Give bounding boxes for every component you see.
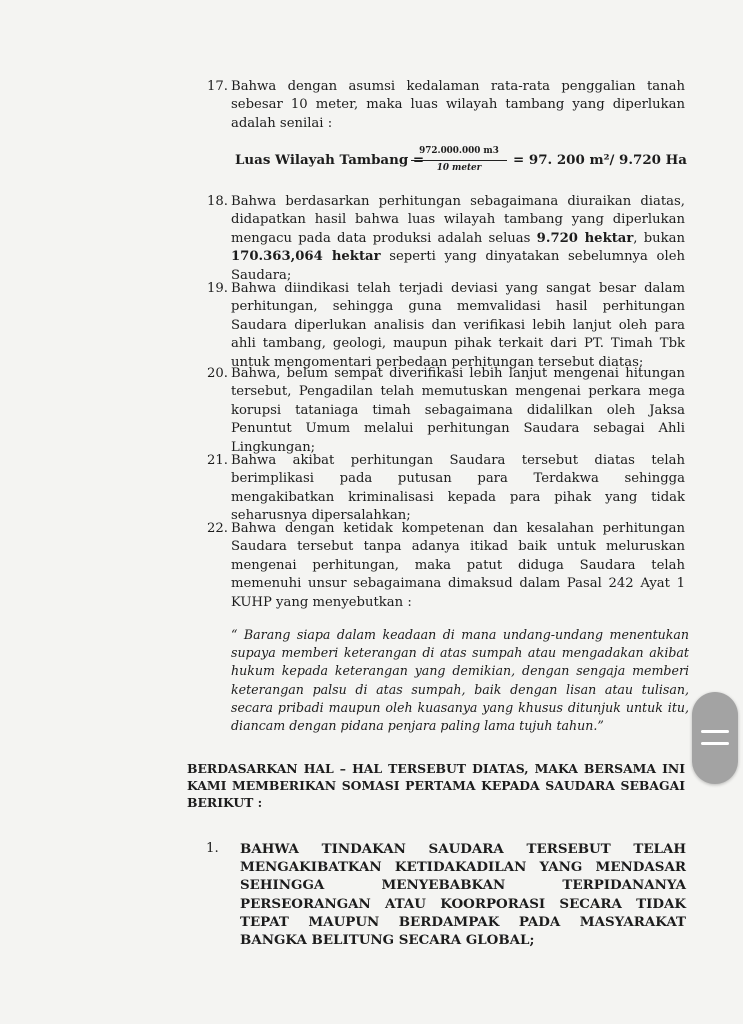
- item-number: 17.: [207, 79, 228, 94]
- item-number: 22.: [207, 521, 228, 536]
- scroll-handle[interactable]: [692, 692, 738, 784]
- bold-area-claimed: 170.363,064 hektar: [231, 249, 381, 265]
- menu-lines-icon: [701, 730, 729, 733]
- item-number: 21.: [207, 453, 228, 468]
- formula-denominator: 10 meter: [436, 163, 482, 173]
- item-text: Bahwa dengan ketidak kompetenan dan kesalahan perhitungan Saudara tersebut tanpa adanya itikad baik untuk meluruskan mengenai perhitungan, maka patut diduga Saudara telah memenuhi unsur sebagaimana dimaksud dalam Pasal 242 Ayat 1 KUHP yang menyebutkan :: [231, 521, 685, 610]
- item-text: Bahwa dengan asumsi kedalaman rata-rata penggalian tanah sebesar 10 meter, maka luas wilayah tambang yang diperlukan adalah senilai :: [231, 79, 685, 131]
- item-number: 20.: [207, 366, 228, 381]
- item-text-part: , bukan: [633, 230, 685, 246]
- bold-area-correct: 9.720 hektar: [536, 230, 634, 246]
- fraction-bar: [411, 160, 507, 161]
- demand-number: 1.: [206, 841, 219, 856]
- item-number: 19.: [207, 281, 228, 296]
- menu-lines-icon: [701, 742, 729, 745]
- kuhp-quote: “ Barang siapa dalam keadaan di mana undang-undang menentukan supaya memberi keterangan di atas sumpah atau mengadakan akibat hukum kepada keterangan yang demikian, dengan sengaja memberi keterangan palsu di atas sumpah, baik dengan lisan atau tulisan, secara pribadi maupun oleh kuasanya yang khusus ditunjuk untuk itu, diancam dengan pidana penjara paling lama tujuh tahun.”: [231, 627, 689, 734]
- item-text: Bahwa diindikasi telah terjadi deviasi yang sangat besar dalam perhitungan, sehingga guna memvalidasi hasil perhitungan Saudara diperlukan analisis dan verifikasi lebih lanjut oleh para ahli tambang, geologi, maupun pihak terkait dari PT. Timah Tbk untuk mengomentari perbedaan perhitungan tersebut diatas;: [231, 281, 685, 370]
- area-formula: [235, 146, 695, 182]
- item-number: 18.: [207, 194, 228, 209]
- formula-label: Luas Wilayah Tambang =: [235, 152, 425, 168]
- item-text-part: seperti yang dinyatakan sebelumnya oleh Saudara;: [231, 249, 685, 283]
- item-text: Bahwa, belum sempat diverifikasi lebih lanjut mengenai hitungan tersebut, Pengadilan telah memutuskan mengenai perkara mega korupsi tataniaga timah sebagaimana didalilkan oleh Jaksa Penuntut Umum melalui perhitungan Saudara sebagai Ahli Lingkungan;: [231, 366, 685, 455]
- item-text-part: Bahwa berdasarkan perhitungan sebagaimana diuraikan diatas, didapatkan hasil bahwa luas wilayah tambang yang diperlukan mengacu pada data produksi adalah seluas: [231, 194, 685, 246]
- somasi-heading: BERDASARKAN HAL – HAL TERSEBUT DIATAS, MAKA BERSAMA INI KAMI MEMBERIKAN SOMASI PERTAMA KEPADA SAUDARA SEBAGAI BERIKUT :: [187, 761, 685, 811]
- formula-fraction: [411, 146, 507, 173]
- demand-text: BAHWA TINDAKAN SAUDARA TERSEBUT TELAH MENGAKIBATKAN KETIDAKADILAN YANG MENDASAR SEHINGGA MENYEBABKAN TERPIDANANYA PERSEORANGAN ATAU KOORPORASI SECARA TIDAK TEPAT MAUPUN BERDAMPAK PADA MASYARAKAT BANGKA BELITUNG SECARA GLOBAL;: [240, 841, 686, 949]
- item-text: Bahwa akibat perhitungan Saudara tersebut diatas telah berimplikasi pada putusan para Terdakwa sehingga mengakibatkan kriminalisasi kepada para pihak yang tidak seharusnya dipersalahkan;: [231, 453, 685, 524]
- formula-result: = 97. 200 m²/ 9.720 Ha: [513, 152, 687, 168]
- formula-numerator: 972.000.000 m3: [419, 146, 499, 156]
- item-text: [231, 193, 685, 285]
